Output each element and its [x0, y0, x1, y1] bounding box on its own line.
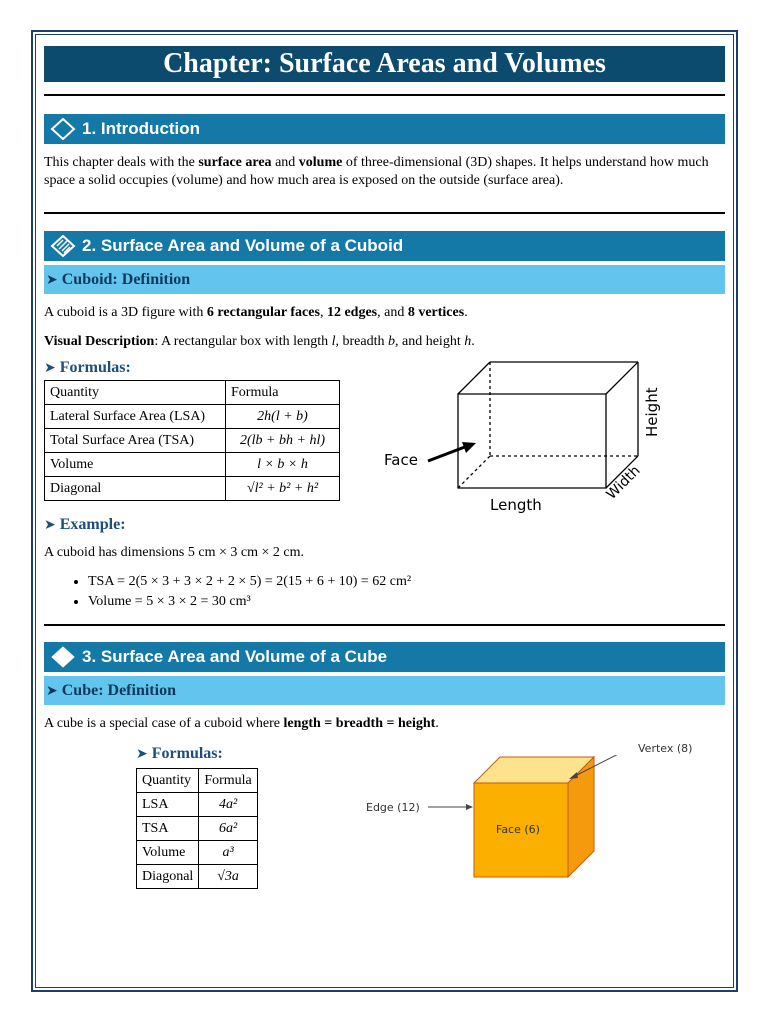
label-width: Width: [603, 462, 644, 503]
table-row: [137, 841, 258, 865]
chapter-title: Chapter: Surface Areas and Volumes: [44, 46, 725, 82]
text-run: A cube is a special case of a cuboid where: [44, 716, 284, 731]
example-heading: ➤ Example:: [44, 516, 126, 533]
diamond-filled-icon: [50, 646, 76, 668]
text-bold: surface area: [198, 155, 272, 170]
intro-paragraph: [44, 154, 725, 190]
formula-cell: √l² + b² + h²: [226, 477, 340, 501]
arrow-icon: ➤: [136, 746, 148, 762]
label-face: Face (6): [496, 823, 540, 836]
formula-cell: 2h(l + b): [226, 405, 340, 429]
cube-formula-table: [136, 768, 258, 889]
text-bold: volume: [298, 155, 343, 170]
table-cell: Volume: [45, 453, 226, 477]
page-content: [44, 46, 725, 905]
cube-formulas-block: [44, 742, 725, 905]
formula-cell: 2(lb + bh + hl): [226, 429, 340, 453]
divider: [44, 212, 725, 214]
section-heading-text: 1. Introduction: [82, 119, 201, 138]
table-row: [45, 405, 340, 429]
formula-cell: a³: [199, 841, 257, 865]
arrow-icon: ➤: [44, 360, 56, 376]
table-header-cell: Quantity: [137, 769, 199, 793]
section-heading-introduction: [44, 114, 725, 144]
text-run: .: [464, 305, 468, 320]
label-edge: Edge (12): [366, 801, 420, 814]
text-run: ,: [319, 305, 327, 320]
example-heading-text: Example: [59, 516, 121, 533]
face-arrow: [428, 445, 470, 461]
text-run: A cuboid is a 3D figure with: [44, 305, 207, 320]
table-cell: Lateral Surface Area (LSA): [45, 405, 226, 429]
table-cell: Diagonal: [137, 865, 199, 889]
text-bold: 12 edges: [326, 305, 378, 320]
diamond-striped-icon: [50, 235, 76, 257]
divider: [44, 94, 725, 96]
text-run: of three-dimensional (3D) shapes. It helps understand how much space a solid occupies (volume) and how much area is exposed on the outside (surface area).: [44, 155, 709, 188]
example-text: A cuboid has dimensions 5 cm × 3 cm × 2 cm.: [44, 545, 304, 560]
arrow-icon: ➤: [46, 272, 58, 288]
table-cell: Volume: [137, 841, 199, 865]
arrowhead: [462, 442, 476, 453]
formula-cell: 4a²: [199, 793, 257, 817]
arrow-icon: ➤: [44, 517, 56, 533]
cuboid-visual-description: [44, 333, 725, 351]
table-row: [45, 453, 340, 477]
text-run: This chapter deals with the: [44, 155, 199, 170]
text-run: , and height: [395, 334, 465, 349]
label-height: Height: [643, 387, 661, 437]
formulas-heading-text: Formulas: [151, 745, 218, 762]
label-vertex: Vertex (8): [638, 742, 693, 755]
table-cell: Total Surface Area (TSA): [45, 429, 226, 453]
cuboid-front-face: [458, 394, 606, 488]
table-cell: Diagonal: [45, 477, 226, 501]
cuboid-formula-table: [44, 380, 340, 501]
table-row: [45, 477, 340, 501]
section-heading-cube: [44, 642, 725, 672]
cuboid-formulas-block: [44, 359, 725, 519]
formulas-heading: ➤ Formulas:: [136, 745, 223, 762]
table-row: [137, 865, 258, 889]
formula-cell: √3a: [199, 865, 257, 889]
example-list: [44, 572, 725, 612]
list-item: • Volume = 5 × 3 × 2 = 30 cm³: [88, 592, 725, 612]
divider: [44, 624, 725, 626]
subsection-heading-cube-definition: [44, 676, 725, 705]
table-cell: LSA: [137, 793, 199, 817]
text-italic: h: [464, 334, 472, 349]
formula-cell: l × b × h: [226, 453, 340, 477]
text-bold: 6 rectangular faces: [206, 305, 320, 320]
text-bold: length = breadth = height: [283, 716, 436, 731]
subsection-heading-cuboid-definition: [44, 265, 725, 294]
cube-diagram: [354, 755, 714, 905]
text-run: .: [471, 334, 475, 349]
text-italic: b: [388, 334, 395, 349]
table-header-row: [137, 769, 258, 793]
label-face: Face: [384, 451, 418, 469]
text-run: , breadth: [335, 334, 388, 349]
text-run: : A rectangular box with length: [154, 334, 332, 349]
text-bold: 8 vertices: [407, 305, 465, 320]
table-row: [137, 793, 258, 817]
formulas-heading-text: Formulas: [59, 359, 126, 376]
subsection-heading-text: Cuboid: Definition: [61, 271, 191, 288]
text-bold: Visual Description: [44, 334, 155, 349]
cuboid-definition: [44, 304, 725, 322]
subsection-heading-text: Cube: Definition: [61, 682, 176, 699]
arrowhead: [466, 804, 473, 810]
text-run: and: [271, 155, 299, 170]
table-cell: TSA: [137, 817, 199, 841]
table-header-cell: Formula: [199, 769, 257, 793]
text-italic: l: [331, 334, 336, 349]
arrow-icon: ➤: [46, 683, 58, 699]
cuboid-diagram: [374, 359, 674, 519]
list-item: • TSA = 2(5 × 3 + 3 × 2 + 2 × 5) = 2(15 + 6 + 10) = 62 cm²: [88, 572, 725, 592]
table-row: [45, 429, 340, 453]
section-heading-cuboid: [44, 231, 725, 261]
diamond-outline-icon: [50, 118, 76, 140]
table-row: [137, 817, 258, 841]
table-header-cell: Formula: [226, 381, 340, 405]
text-run: .: [435, 716, 439, 731]
table-header-row: [45, 381, 340, 405]
section-heading-text: 2. Surface Area and Volume of a Cuboid: [82, 236, 404, 255]
section-heading-text: 3. Surface Area and Volume of a Cube: [82, 647, 388, 666]
formulas-heading: ➤ Formulas:: [44, 359, 131, 376]
table-header-cell: Quantity: [45, 381, 226, 405]
cube-definition: [44, 715, 725, 733]
label-length: Length: [490, 496, 542, 514]
text-run: , and: [377, 305, 408, 320]
formula-cell: 6a²: [199, 817, 257, 841]
